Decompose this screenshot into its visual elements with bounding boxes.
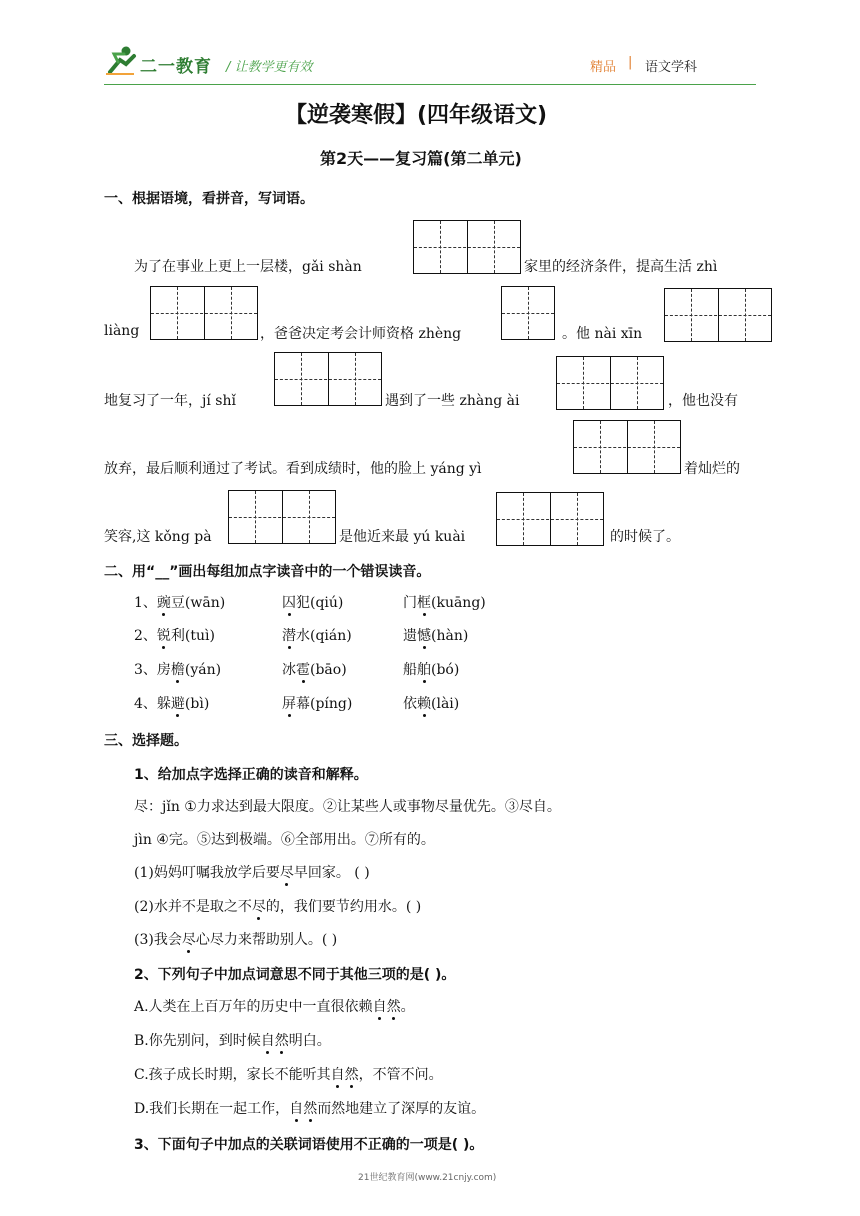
answer-box-yukuai[interactable] — [496, 492, 604, 546]
question2-option: B.你先别问，到时候自然明白。 — [134, 1030, 331, 1050]
section1-heading: 一、根据语境，看拼音，写词语。 — [104, 191, 314, 207]
section1-line5-text: 是他近来最 yú kuài — [339, 529, 466, 545]
question1-item: (3)我会尽心尽力来帮助别人。( ) — [134, 929, 337, 949]
answer-box-kongpa[interactable] — [228, 490, 336, 544]
list-item: 1、豌豆(wān) — [134, 592, 225, 612]
list-item: 船舶(bó) — [403, 659, 459, 679]
answer-box-zhangai[interactable] — [556, 356, 664, 410]
list-item: 遗憾(hàn) — [403, 625, 468, 645]
page-footer: 21世纪教育网(www.21cnjy.com) — [358, 1173, 497, 1183]
question1-item: (1)妈妈叮嘱我放学后要尽早回家。 ( ) — [134, 862, 370, 882]
section1-line2-text: liàng — [104, 323, 140, 339]
section1-line3-text: ，他也没有 — [668, 393, 738, 409]
question2-option: A.人类在上百万年的历史中一直很依赖自然。 — [134, 996, 415, 1016]
section1-line5-text: 笑容,这 kǒng pà — [104, 529, 212, 545]
answer-box-zheng[interactable] — [501, 286, 555, 340]
section1-line2-text: 。他 nài xīn — [562, 326, 643, 342]
list-item: 屏幕(píng) — [282, 693, 352, 713]
section3-heading: 三、选择题。 — [104, 733, 188, 749]
brand-name: 二一教育 — [140, 57, 212, 77]
brand-logo-icon — [104, 44, 140, 78]
list-item: 冰雹(bāo) — [282, 659, 347, 679]
section2-heading: 二、用“__”画出每组加点字读音中的一个错误读音。 — [104, 564, 431, 580]
answer-box-gaishan[interactable] — [413, 220, 521, 274]
section1-line5-text: 的时候了。 — [610, 529, 680, 545]
section1-line4-text: 放弃，最后顺利通过了考试。看到成绩时，他的脸上 yáng yì — [104, 461, 482, 477]
page-subtitle: 第2天——复习篇(第二单元) — [320, 149, 522, 168]
section1-line2-text: ，爸爸决定考会计师资格 zhèng — [260, 326, 462, 342]
header-separator: | — [628, 55, 633, 70]
header-divider — [104, 84, 756, 85]
answer-box-jishi[interactable] — [274, 352, 382, 406]
definition-line: 尽：jǐn ①力求达到最大限度。②让某些人或事物尽量优先。③尽自。 — [134, 799, 561, 815]
question2-heading: 2、下列句子中加点词意思不同于其他三项的是( )。 — [134, 967, 456, 983]
list-item: 2、锐利(tuì) — [134, 625, 215, 645]
list-item: 潜水(qián) — [282, 625, 352, 645]
answer-box-naixin[interactable] — [664, 288, 772, 342]
definition-line: jìn ④完。⑤达到极端。⑥全部用出。⑦所有的。 — [134, 832, 435, 848]
section1-line3-text: 遇到了一些 zhàng ài — [385, 393, 520, 409]
page-title: 【逆袭寒假】(四年级语文) — [285, 103, 548, 128]
section1-line4-text: 着灿烂的 — [684, 461, 740, 477]
question1-heading: 1、给加点字选择正确的读音和解释。 — [134, 767, 368, 783]
question3-heading: 3、下面句子中加点的关联词语使用不正确的一项是( )。 — [134, 1137, 484, 1153]
section1-line1-text: 家里的经济条件，提高生活 zhì — [524, 259, 718, 275]
section1-line3-text: 地复习了一年，jí shǐ — [104, 393, 236, 409]
list-item: 囚犯(qiú) — [282, 592, 343, 612]
question1-item: (2)水并不是取之不尽的，我们要节约用水。( ) — [134, 896, 421, 916]
list-item: 依赖(lài) — [403, 693, 459, 713]
answer-box-zhiliang[interactable] — [150, 286, 258, 340]
subject-label: 语文学科 — [645, 60, 698, 75]
question2-option: D.我们长期在一起工作，自然而然地建立了深厚的友谊。 — [134, 1098, 485, 1118]
answer-box-yangyi[interactable] — [573, 420, 681, 474]
list-item: 门框(kuāng) — [403, 592, 486, 612]
question2-option: C.孩子成长时期，家长不能听其自然，不管不问。 — [134, 1064, 443, 1084]
list-item: 4、躲避(bì) — [134, 693, 209, 713]
brand-slogan: / 让教学更有效 — [226, 60, 313, 75]
list-item: 3、房檐(yán) — [134, 659, 221, 679]
section1-line1-text: 为了在事业上更上一层楼，gǎi shàn — [134, 259, 362, 275]
premium-label: 精品 — [590, 60, 617, 75]
